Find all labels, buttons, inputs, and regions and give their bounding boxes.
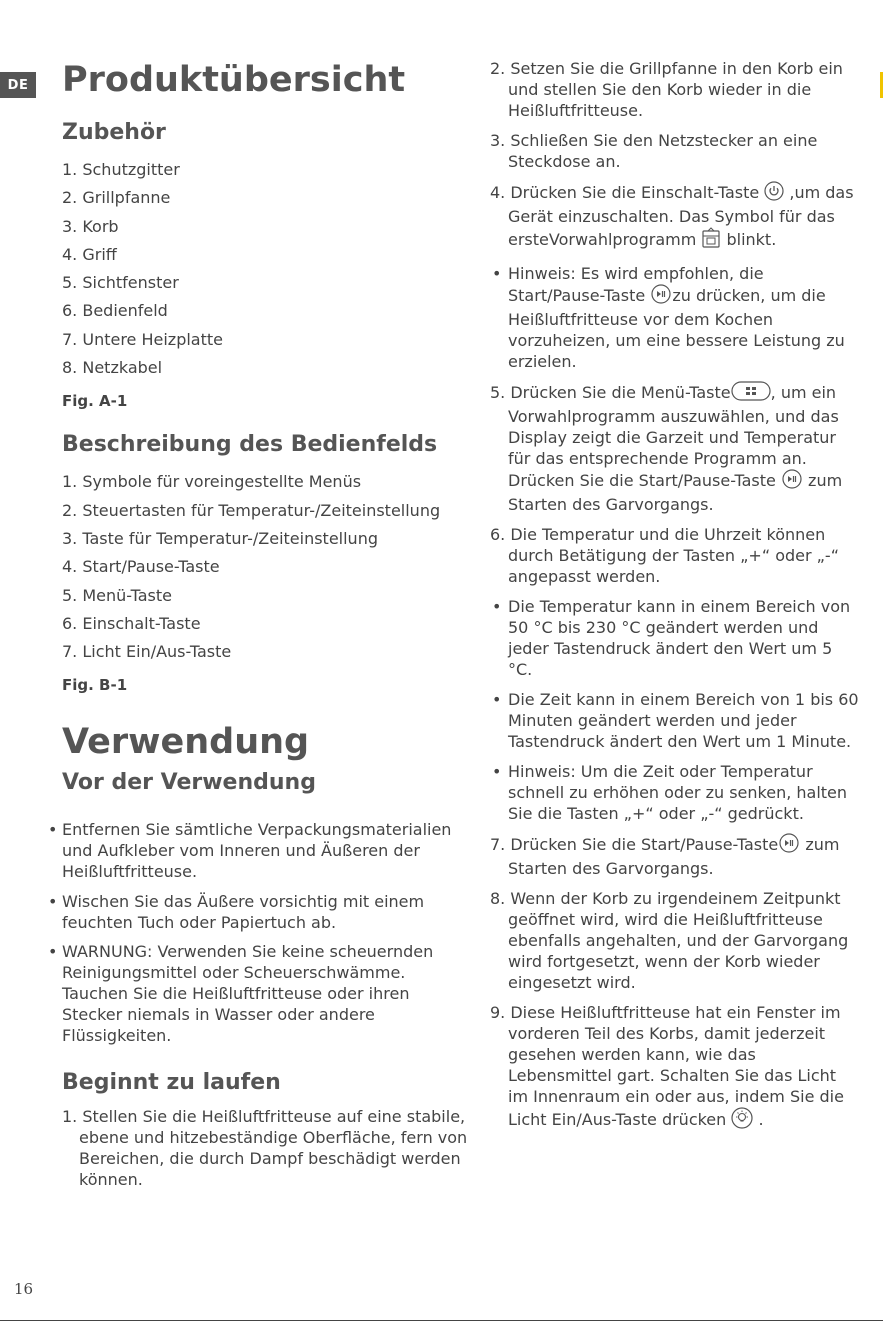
step-7-text-b: zum Starten des Garvorgangs. xyxy=(508,835,840,878)
language-tab: DE xyxy=(0,72,36,98)
bullet-hint-hold: • Hinweis: Um die Zeit oder Temperatur schnell zu erhöhen oder zu senken, halten Sie die Tasten „+“ oder „-“ gedrückt. xyxy=(490,761,860,824)
before-use-heading: Vor der Verwendung xyxy=(62,770,316,796)
bullet-temperature: • Die Temperatur kann in einem Bereich von 50 °C bis 230 °C geändert werden und jeder Tastendruck ändert den Wert um 5 °C. xyxy=(490,596,860,680)
accessories-heading: Zubehör xyxy=(62,120,166,145)
step-9-text-a: 9. Diese Heißluftfritteuse hat ein Fenster im vorderen Teil des Korbs, damit jederzeit gesehen werden kann, wie das Lebensmittel gart. Schalten Sie das Licht im Innenraum ein oder aus, indem Sie die Licht Ein/Aus-Taste drücken xyxy=(490,1003,844,1129)
right-column xyxy=(490,58,860,1143)
usage-title: Verwendung xyxy=(62,722,310,763)
menu-icon xyxy=(731,381,771,406)
panel-list xyxy=(62,468,472,666)
step-5-text-c: zum Starten des Garvorgangs. xyxy=(508,471,843,514)
list-item: 2. Steuertasten für Temperatur-/Zeiteinstellung xyxy=(62,500,441,520)
page-number: 16 xyxy=(14,1280,34,1298)
start-steps xyxy=(62,1106,472,1190)
list-item: 6. Bedienfeld xyxy=(62,301,168,321)
step-4-text-a: 4. Drücken Sie die Einschalt-Taste xyxy=(490,183,765,202)
step-5 xyxy=(490,381,860,515)
step-3: 3. Schließen Sie den Netzstecker an eine Steckdose an. xyxy=(490,131,818,171)
list-item: 7. Untere Heizplatte xyxy=(62,329,223,349)
bottom-divider xyxy=(0,1320,883,1321)
list-item: 2. Grillpfanne xyxy=(62,188,171,208)
hint-preheat-text-b: zu drücken, um die Heißluftfritteuse vor dem Kochen vorzuheizen, um eine bessere Leistung zu erzielen. xyxy=(508,286,845,371)
light-icon xyxy=(731,1107,753,1134)
step-4-text-b: ,um das Gerät einzuschalten. Das Symbol für das ersteVorwahlprogramm xyxy=(508,183,854,249)
step-8: 8. Wenn der Korb zu irgendeinem Zeitpunkt geöffnet wird, wird die Heißluftfritteuse ebenfalls angehalten, und der Garvorgang wird fortgesetzt, wenn der Korb wieder eingesetzt wird. xyxy=(490,889,849,992)
figure-reference-b: Fig. B-1 xyxy=(62,676,128,695)
list-item: 7. Licht Ein/Aus-Taste xyxy=(62,642,232,662)
step-4-text-c: blinkt. xyxy=(721,230,777,249)
hint-preheat-text-a: Hinweis: Es wird empfohlen, die Start/Pause-Taste xyxy=(508,264,764,305)
list-item: 6. Einschalt-Taste xyxy=(62,613,201,633)
list-item: 4. Start/Pause-Taste xyxy=(62,557,220,577)
step-5-text-b: , um ein Vorwahlprogramm auszuwählen, und das Display zeigt die Garzeit und Temperatur für das entsprechende Programm an. Drücken Sie die Start/Pause-Taste xyxy=(508,383,839,490)
list-item: 3. Korb xyxy=(62,216,119,236)
preset-program-icon xyxy=(701,227,721,254)
left-column xyxy=(62,58,472,1190)
hint-preheat xyxy=(490,263,860,372)
list-item: 3. Taste für Temperatur-/Zeiteinstellung xyxy=(62,528,378,548)
list-item: 5. Menü-Taste xyxy=(62,585,172,605)
step-4 xyxy=(490,181,860,254)
list-item: • Wischen Sie das Äußere vorsichtig mit einem feuchten Tuch oder Papiertuch ab. xyxy=(62,892,472,934)
step-2: 2. Setzen Sie die Grillpfanne in den Korb ein und stellen Sie den Korb wieder in die Heißluftfritteuse. xyxy=(490,59,843,120)
page-title: Produktübersicht xyxy=(62,60,406,100)
start-pause-icon xyxy=(778,833,800,858)
bullet-time: • Die Zeit kann in einem Bereich von 1 bis 60 Minuten geändert werden und jeder Tastendruck ändert den Wert um 1 Minute. xyxy=(490,689,860,752)
step-7-text-a: 7. Drücken Sie die Start/Pause-Taste xyxy=(490,835,779,854)
list-item: 1. Stellen Sie die Heißluftfritteuse auf eine stabile, ebene und hitzebeständige Oberfläche, fern von Bereichen, die durch Dampf beschädigt werden können. xyxy=(62,1107,468,1190)
start-pause-icon xyxy=(650,284,672,309)
step-5-text-a: 5. Drücken Sie die Menü-Taste xyxy=(490,383,731,402)
power-icon xyxy=(764,181,784,206)
list-item: 4. Griff xyxy=(62,244,117,264)
list-item: • WARNUNG: Verwenden Sie keine scheuernden Reinigungsmittel oder Scheuerschwämme. Tauchen Sie die Heißluftfritteuse oder ihren Stecker niemals in Wasser oder andere Flüssigkeiten. xyxy=(62,942,472,1046)
figure-reference-a: Fig. A-1 xyxy=(62,392,128,411)
step-6: 6. Die Temperatur und die Uhrzeit können durch Betätigung der Tasten „+“ oder „-“ angepasst werden. xyxy=(490,525,839,586)
list-item: • Entfernen Sie sämtliche Verpackungsmaterialien und Aufkleber vom Inneren und Äußeren der Heißluftfritteuse. xyxy=(62,820,472,882)
list-item: 5. Sichtfenster xyxy=(62,273,179,293)
step-9-text-b: . xyxy=(753,1110,764,1129)
step-7 xyxy=(490,833,860,879)
accessories-list xyxy=(62,156,472,382)
start-pause-icon xyxy=(781,469,803,494)
list-item: 1. Symbole für voreingestellte Menüs xyxy=(62,472,362,492)
start-heading: Beginnt zu laufen xyxy=(62,1070,281,1096)
list-item: 8. Netzkabel xyxy=(62,358,163,378)
step-9 xyxy=(490,1002,860,1134)
panel-heading: Beschreibung des Bedienfelds xyxy=(62,432,438,458)
list-item: 1. Schutzgitter xyxy=(62,160,180,179)
before-use-bullets xyxy=(62,820,472,1046)
